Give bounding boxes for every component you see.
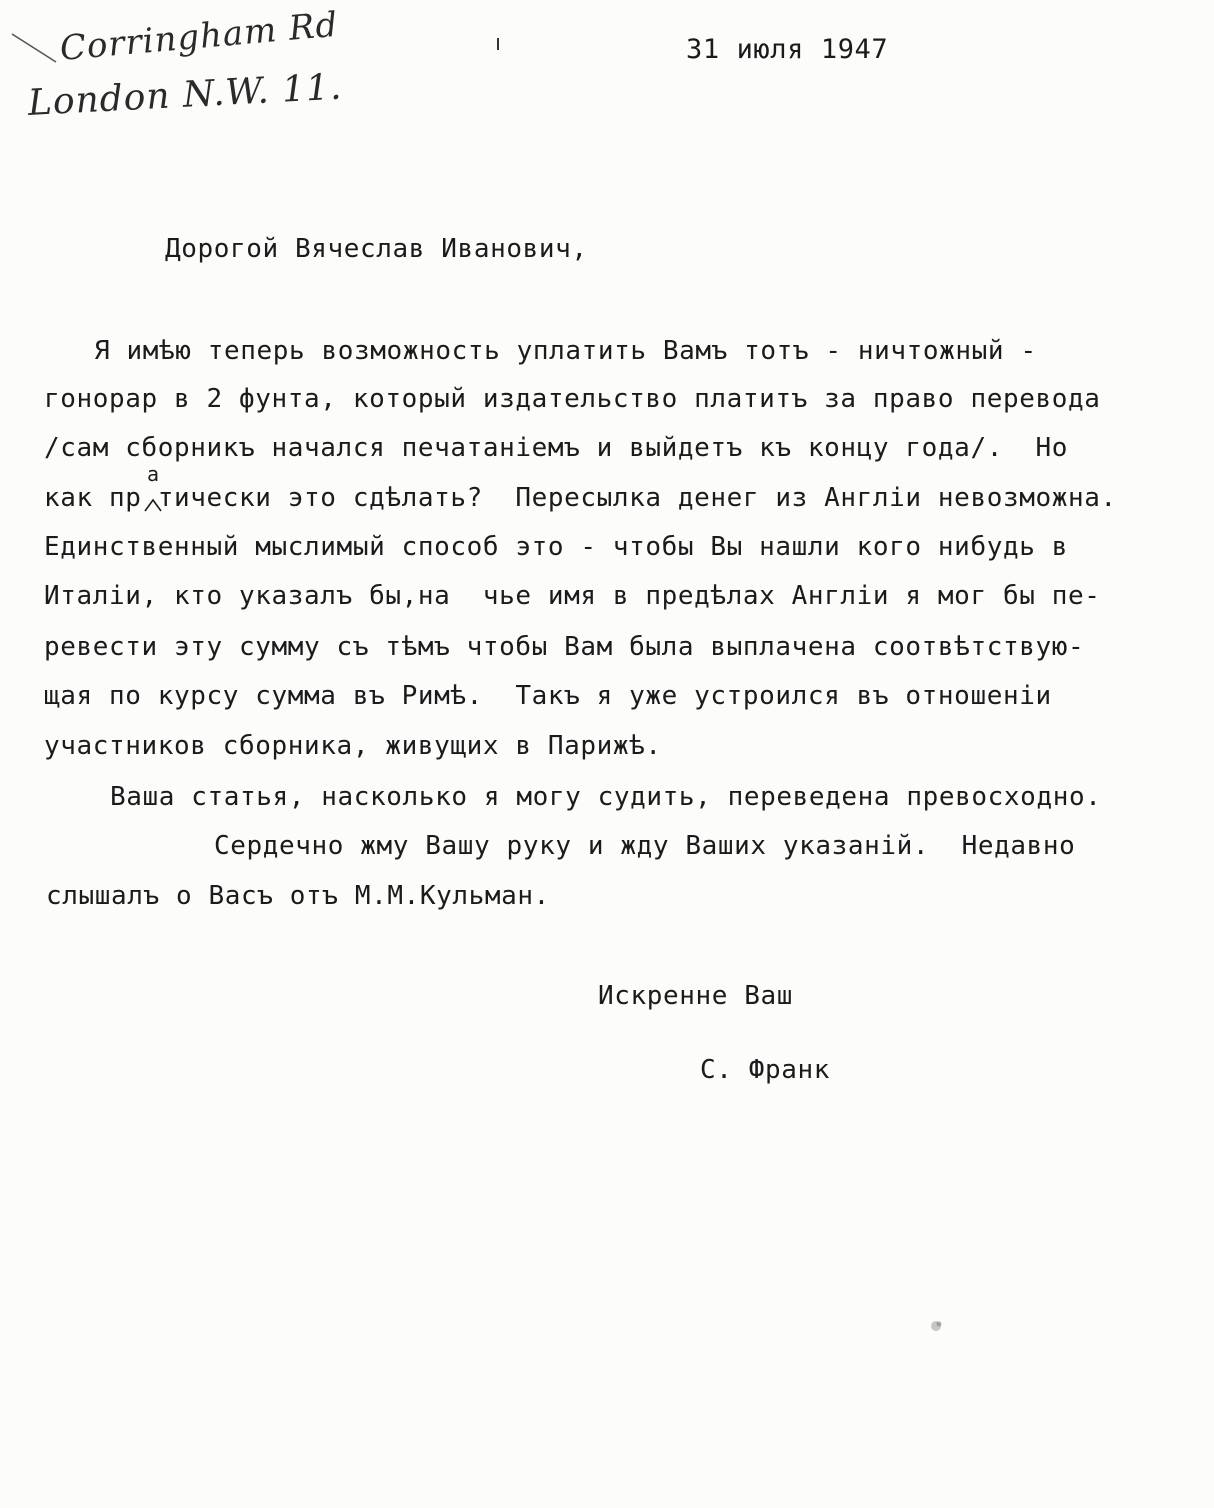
body-line-3: /сам сборникъ начался печатаніемъ и выйдетъ къ концу года/. Но (44, 433, 1068, 463)
body-line-8: щая по курсу сумма въ Римѣ. Такъ я уже устроился въ отношеніи (44, 681, 1052, 711)
stray-tick-mark (494, 36, 502, 54)
pencil-stroke-mark (8, 28, 60, 68)
body-line-9: участников сборника, живущих в Парижѣ. (44, 731, 662, 761)
paragraph-2: Ваша статья, насколько я могу судить, переведена превосходно. (110, 782, 1102, 812)
handwritten-address-line1: Corringham Rd (58, 4, 340, 69)
signature: С. Франк (700, 1055, 831, 1085)
body-line-2: гонорар в 2 фунта, который издательство платитъ за право перевода (44, 384, 1101, 414)
body-line-7: ревести эту сумму съ тѣмъ чтобы Вам была выплачена соотвѣтствую- (44, 632, 1085, 662)
inserted-letter-correction: а (147, 462, 160, 486)
body-line-6: Италіи, кто указалъ бы,на чье имя в предѣлах Англіи я мог бы пе- (44, 581, 1101, 611)
body-line-5: Единственный мыслимый способ это - чтобы Вы нашли кого нибудь в (44, 532, 1068, 562)
letter-date: 31 июля 1947 (686, 34, 889, 65)
closing: Искренне Ваш (598, 981, 794, 1011)
insertion-caret-mark (142, 496, 164, 514)
salutation: Дорогой Вячеслав Иванович, (165, 234, 588, 264)
paragraph-3-line-2: слышалъ о Васъ отъ М.М.Кульман. (46, 881, 550, 911)
paragraph-3-line-1: Сердечно жму Вашу руку и жду Ваших указаній. Недавно (214, 831, 1076, 861)
body-line-1: Я имѣю теперь возможность уплатить Вамъ тотъ - ничтожный - (94, 336, 1037, 366)
body-line-4: как пр тически это сдѣлать? Пересылка денег из Англіи невозможна. (44, 483, 1117, 513)
handwritten-address-line2: London N.W. 11. (26, 66, 344, 124)
paper-smudge-mark (926, 1316, 946, 1336)
